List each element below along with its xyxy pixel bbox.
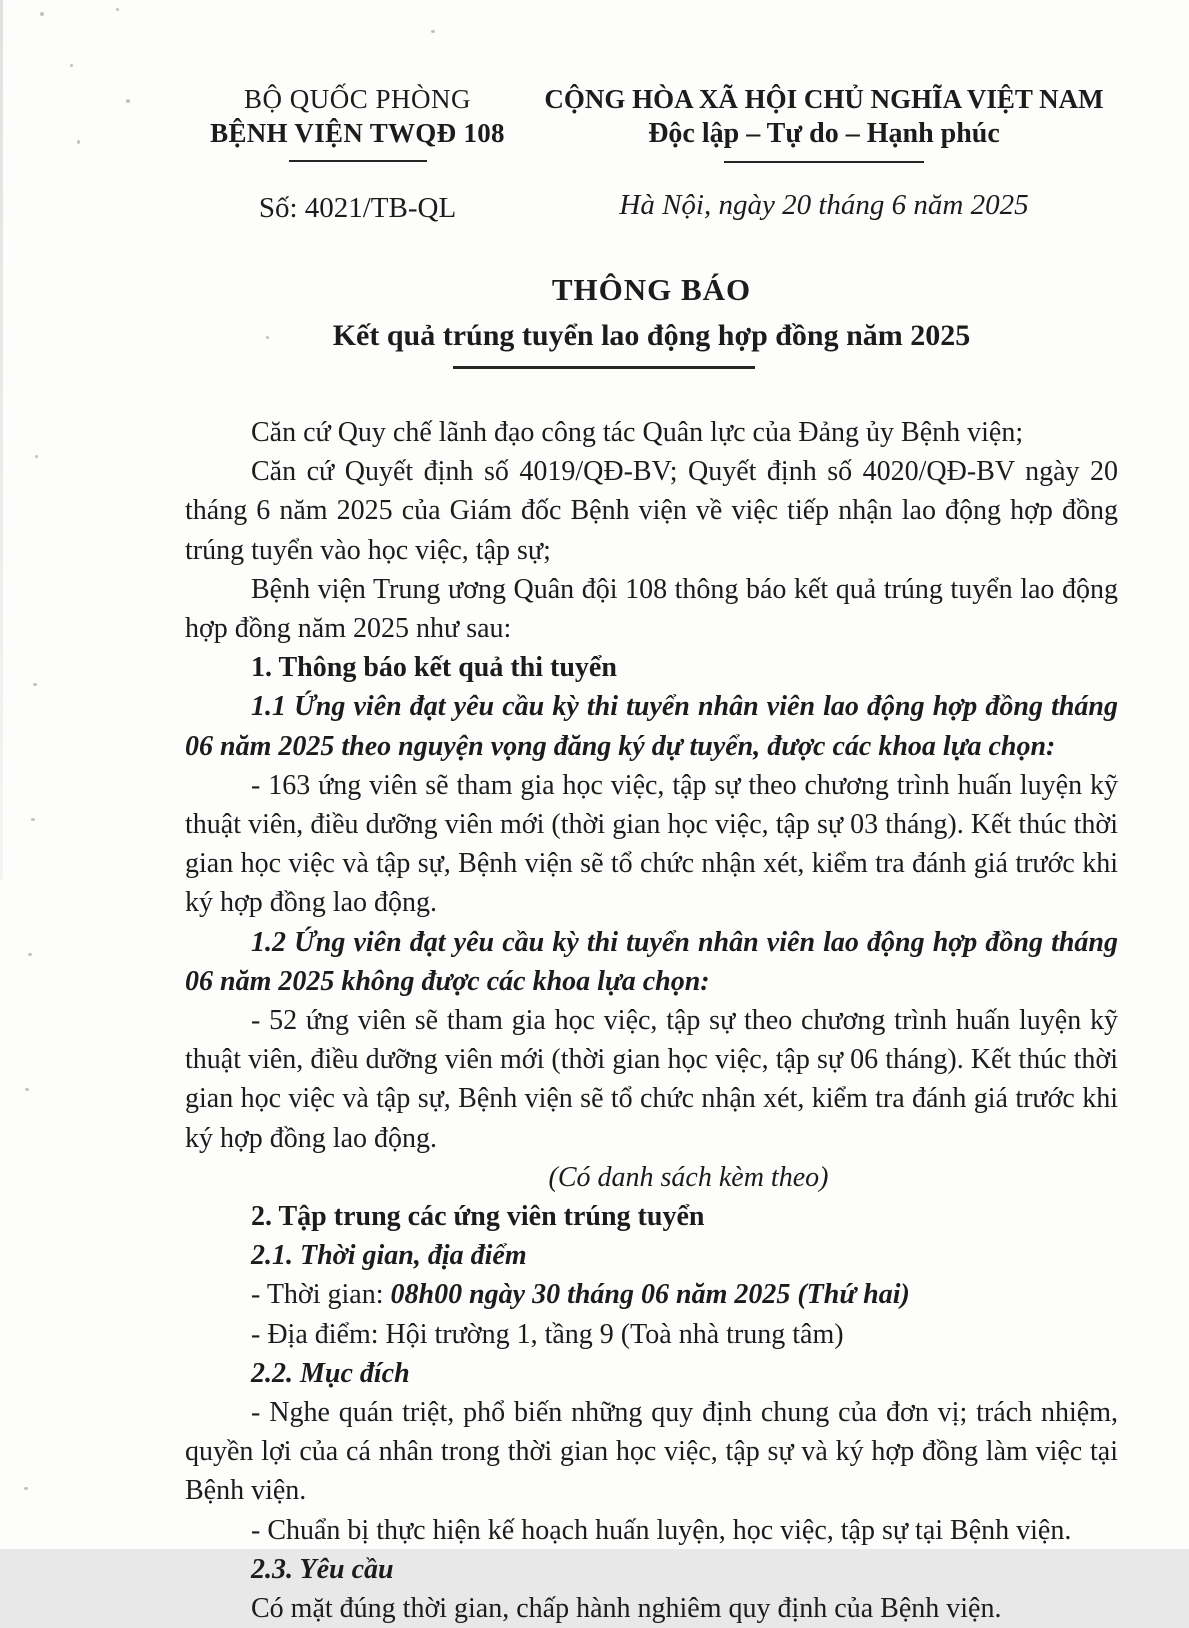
place-date-line: Hà Nội, ngày 20 tháng 6 năm 2025 [619, 189, 1029, 221]
org-name: BỆNH VIỆN TWQĐ 108 [210, 118, 505, 148]
title-underline [453, 366, 755, 369]
paragraph-nghe-quan-triet: - Nghe quán triệt, phổ biến những quy định chung của đơn vị; trách nhiệm, quyền lợi của cá nhân trong thời gian học việc, tập sự và ký hợp đồng làm việc tại Bệnh viện. [185, 1397, 1118, 1507]
scan-speck [33, 683, 37, 686]
issuing-org-block [185, 82, 530, 225]
heading-1: 1. Thông báo kết quả thi tuyển [251, 652, 617, 684]
paragraph-can-cu-quy-che: Căn cứ Quy chế lãnh đạo công tác Quân lực của Đảng ủy Bệnh viện; [251, 417, 1024, 448]
scan-edge-shadow [0, 0, 3, 880]
motto-underline [724, 161, 924, 163]
line-dia-diem: - Địa điểm: Hội trường 1, tầng 9 (Toà nhà trung tâm) [251, 1318, 844, 1350]
org-parent-name: BỘ QUỐC PHÒNG [243, 84, 472, 114]
scan-speck [28, 953, 32, 956]
doc-number: Số: 4021/TB-QL [258, 192, 457, 224]
org-underline [289, 160, 427, 162]
scan-speck [40, 12, 44, 16]
scan-speck [77, 140, 80, 144]
scan-speck [116, 8, 119, 11]
thoi-gian-label: - Thời gian: [251, 1279, 391, 1311]
scan-speck [431, 30, 435, 33]
paragraph-can-cu-quyet-dinh: Căn cứ Quyết định số 4019/QĐ-BV; Quyết định số 4020/QĐ-BV ngày 20 tháng 6 năm 2025 của Giám đốc Bệnh viện về việc tiếp nhận lao động hợp đồng trúng tuyển vào học việc, tập sự; [185, 456, 1118, 566]
document-header [185, 82, 1118, 225]
heading-2: 2. Tập trung các ứng viên trúng tuyển [251, 1201, 705, 1233]
line-thoi-gian [185, 1275, 1118, 1314]
national-title: CỘNG HÒA XÃ HỘI CHỦ NGHĨA VIỆT NAM [544, 84, 1104, 114]
thoi-gian-value: 08h00 ngày 30 tháng 06 năm 2025 (Thứ hai) [390, 1279, 910, 1311]
heading-2-2: 2.2. Mục đích [251, 1357, 410, 1389]
scan-speck [35, 455, 38, 458]
heading-1-1: 1.1 Ứng viên đạt yêu cầu kỳ thi tuyển nhân viên lao động hợp đồng tháng 06 năm 2025 theo nguyện vọng đăng ký dự tuyển, được các khoa lựa chọn: [185, 691, 1118, 762]
heading-2-1: 2.1. Thời gian, địa điểm [251, 1240, 527, 1272]
scan-speck [126, 99, 130, 103]
paragraph-thong-bao-ket-qua: Bệnh viện Trung ương Quân đội 108 thông báo kết quả trúng tuyển lao động hợp đồng năm 2025 như sau: [185, 573, 1118, 645]
paragraph-52-ung-vien: - 52 ứng viên sẽ tham gia học việc, tập sự theo chương trình huấn luyện kỹ thuật viên, điều dưỡng viên mới (thời gian học việc, tập sự 06 tháng). Kết thúc thời gian học việc và tập sự, Bệnh viện sẽ tổ chức nhận xét, kiểm tra đánh giá trước khi ký hợp đồng lao động. [185, 1005, 1118, 1154]
document-subject-title: Kết quả trúng tuyển lao động hợp đồng năm 2025 [332, 319, 971, 352]
heading-1-2: 1.2 Ứng viên đạt yêu cầu kỳ thi tuyển nhân viên lao động hợp đồng tháng 06 năm 2025 không được các khoa lựa chọn: [185, 926, 1118, 997]
document-body [185, 413, 1118, 1628]
scan-speck [24, 1487, 28, 1490]
scan-speck [70, 64, 73, 67]
paragraph-chuan-bi: - Chuẩn bị thực hiện kế hoạch huấn luyện, học việc, tập sự tại Bệnh viện. [251, 1514, 1072, 1546]
scan-speck [31, 818, 35, 821]
heading-2-3: 2.3. Yêu cầu [251, 1553, 394, 1585]
paragraph-co-mat: Có mặt đúng thời gian, chấp hành nghiêm quy định của Bệnh viện. [251, 1593, 1002, 1625]
national-motto: Độc lập – Tự do – Hạnh phúc [648, 118, 1000, 149]
document-type-title: THÔNG BÁO [551, 272, 752, 307]
note-attached-list: (Có danh sách kèm theo) [548, 1161, 829, 1193]
scan-speck [25, 1088, 29, 1091]
national-motto-block [530, 82, 1118, 222]
paragraph-163-ung-vien: - 163 ứng viên sẽ tham gia học việc, tập sự theo chương trình huấn luyện kỹ thuật viên, điều dưỡng viên mới (thời gian học việc, tập sự 03 tháng). Kết thúc thời gian học việc và tập sự, Bệnh viện sẽ tổ chức nhận xét, kiểm tra đánh giá trước khi ký hợp đồng lao động. [185, 769, 1118, 919]
title-block [185, 272, 1118, 369]
